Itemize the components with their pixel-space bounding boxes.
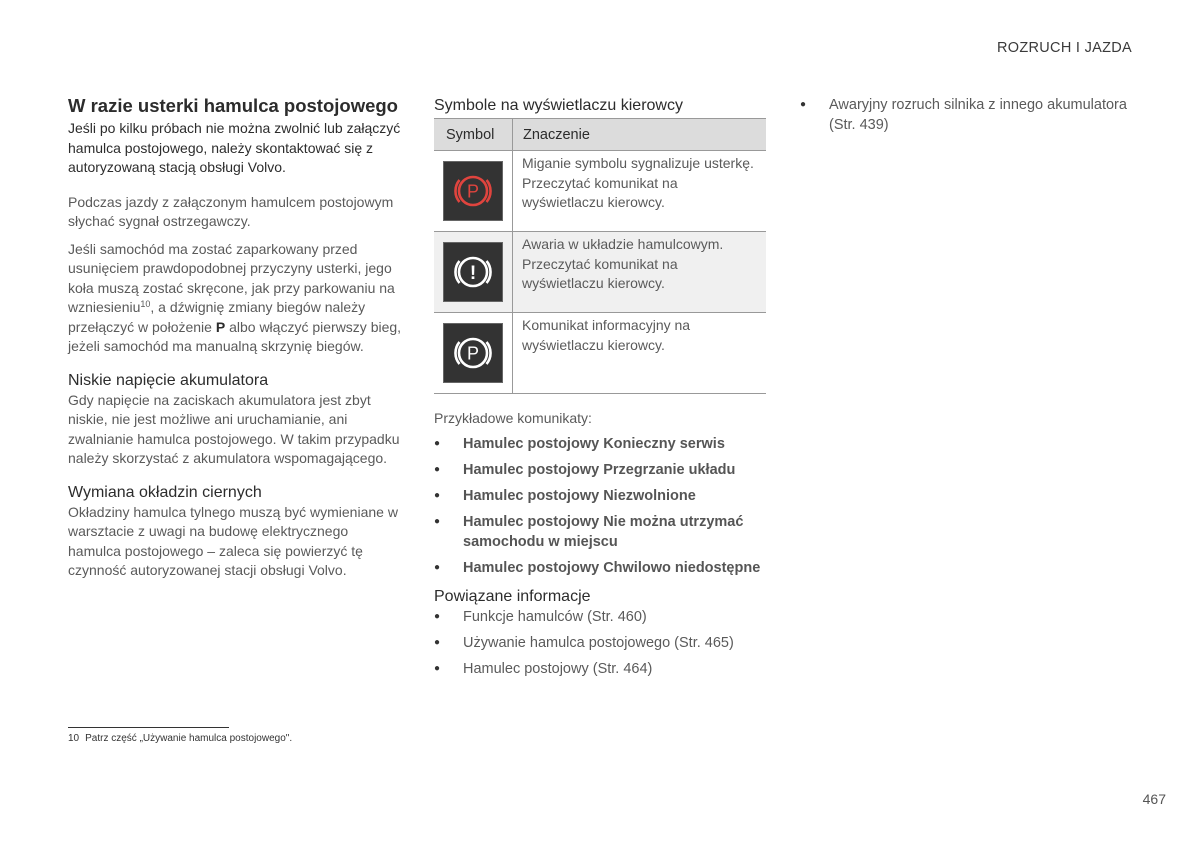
section-header: ROZRUCH I JAZDA bbox=[997, 40, 1132, 56]
footnote bbox=[68, 733, 292, 744]
row-meaning: Miganie symbolu sygnalizuje usterkę. Przeczytać komunikat na wyświetlaczu kierowcy. bbox=[513, 151, 767, 232]
header-meaning: Znaczenie bbox=[513, 119, 767, 151]
right-column bbox=[800, 95, 1130, 141]
list-item: ● Hamulec postojowy Niezwolnione bbox=[434, 486, 766, 506]
table-header-row bbox=[434, 119, 766, 151]
list-item: ● Hamulec postojowy Nie można utrzymać samochodu w miejscu bbox=[434, 512, 766, 552]
battery-paragraph: Gdy napięcie na zaciskach akumulatora jest zbyt niskie, nie jest możliwe ani uruchamianie, ani zwalnianie hamulca postojowego. W takim przypadku należy skorzystać z akumulatora wspomagającego. bbox=[68, 391, 400, 466]
parking-text-3: albo włączyć pierwszy bieg, jeżeli samochód ma manualną skrzynię biegów. bbox=[68, 318, 402, 354]
parking-text-1: Jeśli samochód ma zostać zaparkowany przed usunięciem prawdopodobnej przyczyny usterki, jego koła muszą zostać skręcone, jak przy parkowaniu na wzniesieniu bbox=[68, 240, 395, 315]
svg-text:P: P bbox=[466, 181, 480, 202]
svg-text:!: ! bbox=[469, 263, 477, 284]
header-symbol: Symbol bbox=[434, 119, 513, 151]
related-link[interactable]: ● Funkcje hamulców (Str. 460) bbox=[434, 607, 766, 627]
related-link[interactable]: ● Awaryjny rozruch silnika z innego akumulatora (Str. 439) bbox=[800, 95, 1130, 135]
gear-position-p: P bbox=[215, 318, 226, 335]
row-meaning: Awaria w układzie hamulcowym. Przeczytać komunikat na wyświetlaczu kierowcy. bbox=[513, 232, 767, 313]
footnote-divider bbox=[68, 727, 229, 728]
battery-heading: Niskie napięcie akumulatora bbox=[68, 371, 269, 389]
parking-brake-red-icon bbox=[443, 161, 503, 221]
left-column bbox=[68, 95, 403, 589]
table-row bbox=[434, 232, 766, 313]
footnote-number: 10 bbox=[68, 733, 80, 744]
intro-paragraph: Jeśli po kilku próbach nie można zwolnić lub załączyć hamulca postojowego, należy skontaktować się z autoryzowaną stacją obsługi Volvo. bbox=[68, 120, 401, 175]
related-link[interactable]: ● Używanie hamulca postojowego (Str. 465) bbox=[434, 633, 766, 653]
brake-pads-paragraph: Okładziny hamulca tylnego muszą być wymieniane w warsztacie z uwagi na budowę elektrycznego hamulca postojowego – zaleca się powierzyć tę czynność autoryzowanej stacji obsługi Volvo. bbox=[68, 503, 398, 578]
brake-warning-icon bbox=[443, 242, 503, 302]
related-link[interactable]: ● Hamulec postojowy (Str. 464) bbox=[434, 659, 766, 679]
middle-column bbox=[434, 95, 766, 685]
svg-text:P: P bbox=[466, 343, 480, 364]
footnote-text: Patrz część „Używanie hamulca postojowego". bbox=[85, 733, 293, 744]
footnote-ref: 10 bbox=[140, 299, 151, 309]
related-list-continued bbox=[800, 95, 1130, 135]
table-row bbox=[434, 313, 766, 394]
list-item: ● Hamulec postojowy Konieczny serwis bbox=[434, 434, 766, 454]
symbols-table-title: Symbole na wyświetlaczu kierowcy bbox=[434, 97, 683, 114]
page-number: 467 bbox=[1142, 791, 1166, 807]
example-messages-list bbox=[434, 434, 766, 578]
parking-text-2: , a dźwignię zmiany biegów należy przełączyć w położenie bbox=[68, 299, 366, 335]
related-list bbox=[434, 607, 766, 679]
related-heading: Powiązane informacje bbox=[434, 588, 591, 605]
brake-pads-heading: Wymiana okładzin ciernych bbox=[68, 483, 262, 501]
list-item: ● Hamulec postojowy Przegrzanie układu bbox=[434, 460, 766, 480]
list-item: ● Hamulec postojowy Chwilowo niedostępne bbox=[434, 558, 766, 578]
page-title: W razie usterki hamulca postojowego bbox=[68, 95, 398, 116]
warning-paragraph: Podczas jazdy z załączonym hamulcem postojowym słychać sygnał ostrzegawczy. bbox=[68, 193, 394, 229]
row-meaning: Komunikat informacyjny na wyświetlaczu kierowcy. bbox=[513, 313, 767, 394]
table-row bbox=[434, 151, 766, 232]
symbols-table bbox=[434, 118, 766, 394]
examples-label: Przykładowe komunikaty: bbox=[434, 410, 592, 426]
parking-brake-white-icon bbox=[443, 323, 503, 383]
parking-paragraph bbox=[68, 240, 403, 357]
